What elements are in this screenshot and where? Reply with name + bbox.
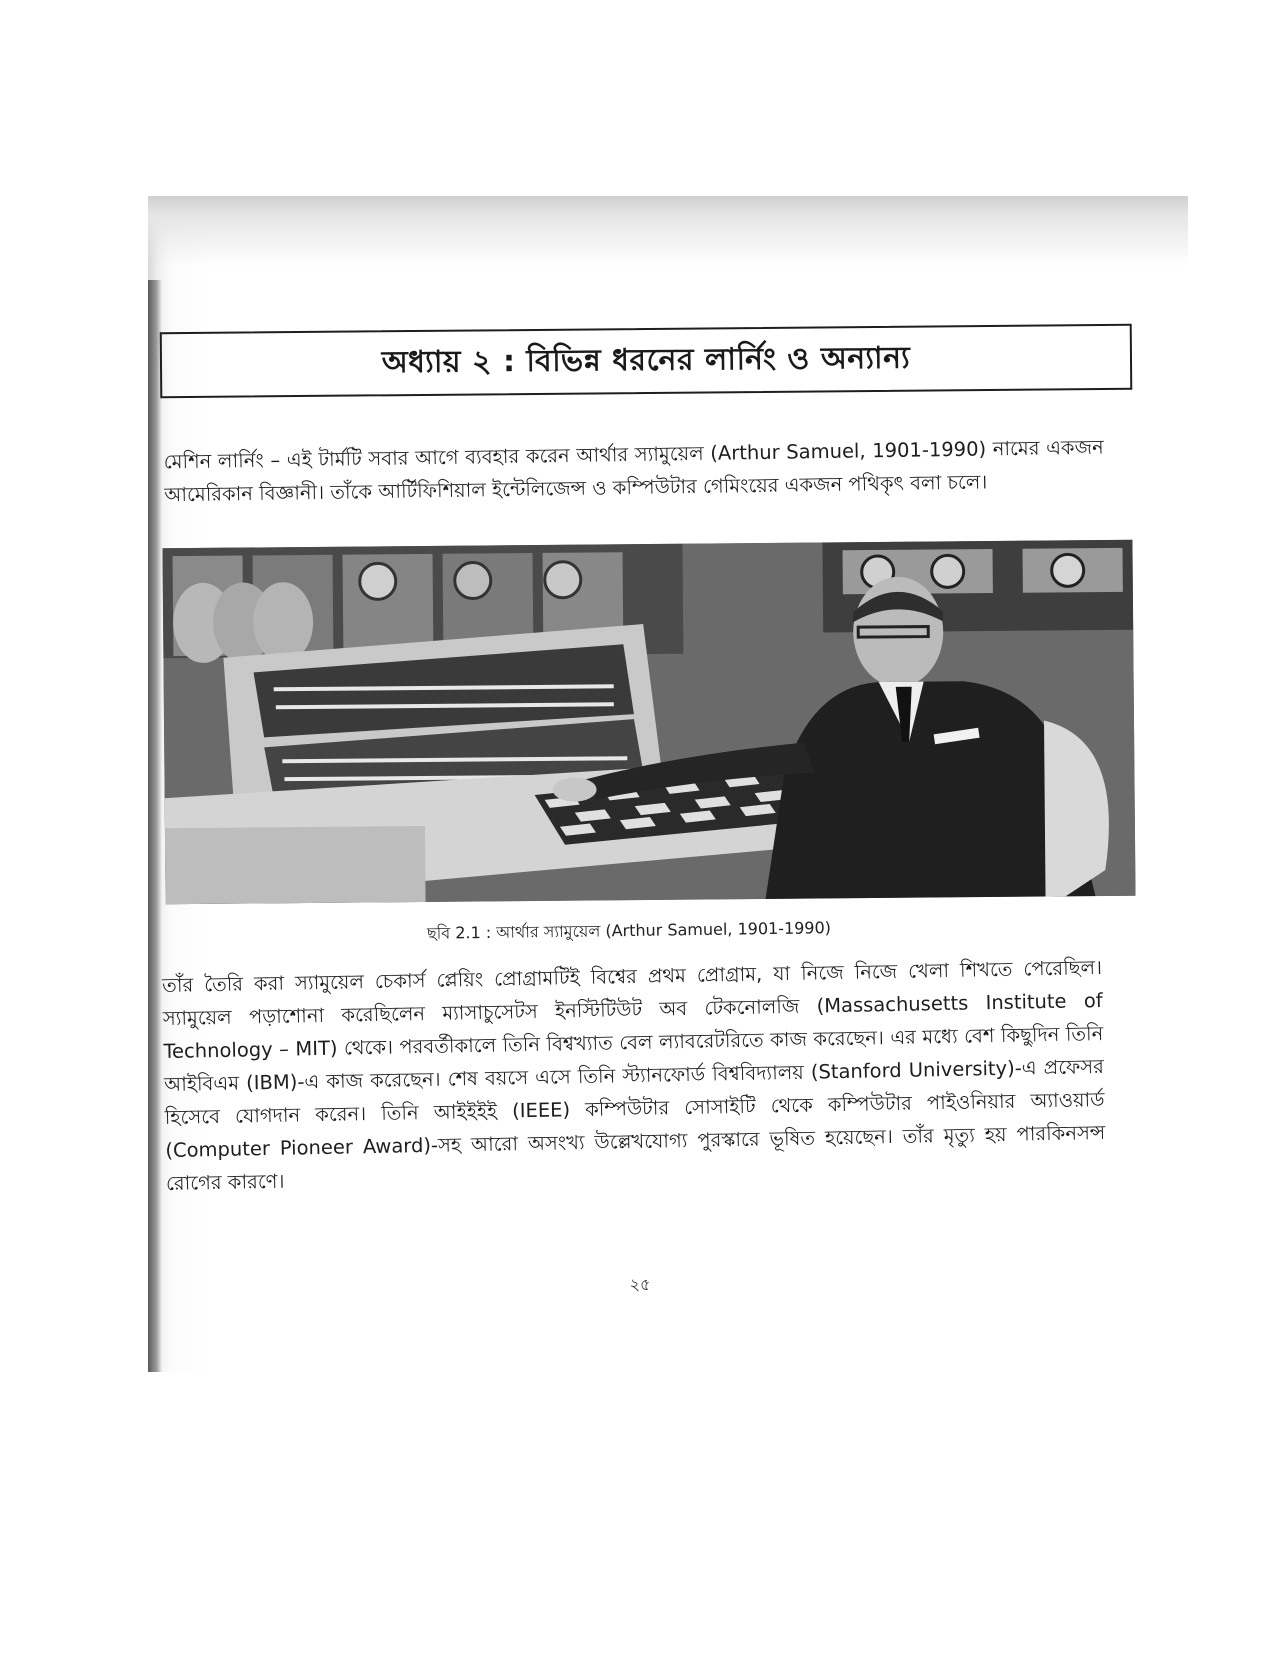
page-number: ২৫ bbox=[629, 1275, 651, 1294]
page-top-shadow bbox=[148, 196, 1188, 266]
arthur-samuel-ibm-computer-photo bbox=[162, 540, 1135, 904]
chapter-heading-box bbox=[160, 324, 1133, 398]
figure-caption: ছবি 2.1 : আর্থার স্যামুয়েল (Arthur Samuel, 1901-1990) bbox=[426, 918, 832, 943]
chapter-title: অধ্যায় ২ : বিভিন্ন ধরনের লার্নিং ও অন্যান্য bbox=[381, 340, 911, 380]
book-spine-shadow bbox=[148, 280, 162, 1372]
intro-paragraph: মেশিন লার্নিং – এই টার্মটি সবার আগে ব্যবহার করেন আর্থার স্যামুয়েল (Arthur Samuel, 1901-1990) নামের একজন আমেরিকান বিজ্ঞানী। তাঁকে আর্টিফিশিয়াল ইন্টেলিজেন্স ও কম্পিউটার গেমিংয়ের একজন পথিকৃৎ বলা চলে। bbox=[163, 435, 1104, 507]
figure-photo bbox=[162, 540, 1135, 904]
body-paragraph: তাঁর তৈরি করা স্যামুয়েল চেকার্স প্লেয়িং প্রোগ্রামটিই বিশ্বের প্রথম প্রোগ্রাম, যা নিজে নিজে খেলা শিখতে পেরেছিল। স্যামুয়েল পড়াশোনা করেছিলেন ম্যাসাচুসেটস ইনস্টিটিউট অব টেকনোলজি (Massachusetts Institute of Technology – MIT) থেকে। পরবর্তীকালে তিনি বিশ্বখ্যাত বেল ল্যাবরেটরিতে কাজ করেছেন। এর মধ্যে বেশ কিছুদিন তিনি আইবিএম (IBM)-এ কাজ করেছেন। শেষ বয়সে এসে তিনি স্ট্যানফোর্ড বিশ্ববিদ্যালয় (Stanford University)-এ প্রফেসর হিসেবে যোগদান করেন। তিনি আইইইই (IEEE) কম্পিউটার সোসাইটি থেকে কম্পিউটার পাইওনিয়ার অ্যাওয়ার্ড (Computer Pioneer Award)-সহ আরো অসংখ্য উল্লেখযোগ্য পুরস্কারে ভূষিত হয়েছেন। তাঁর মৃত্যু হয় পারকিনসন্স রোগের কারণে। bbox=[161, 955, 1106, 1196]
